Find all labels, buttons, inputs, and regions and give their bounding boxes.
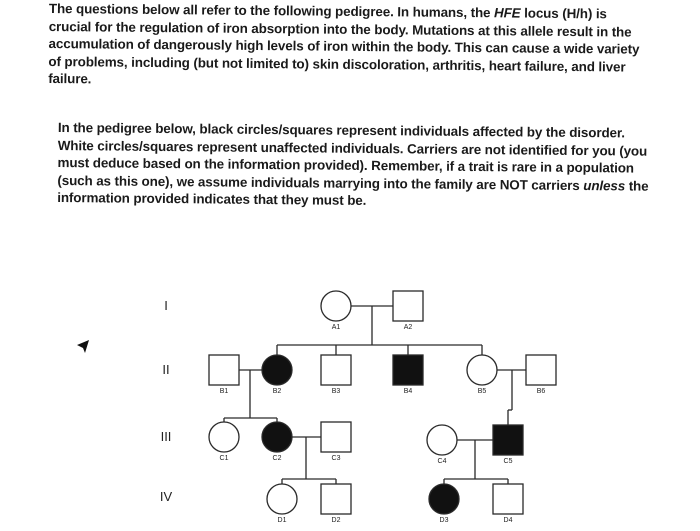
generation-3-label: III [160,429,172,444]
individual-c2 [262,422,292,452]
label-c4: C4 [437,458,447,465]
individual-c5 [493,425,523,455]
legend-line-2: White circles/squares represent unaffected individuals. Carriers are not identified for you (you [57,137,648,159]
emphasis-unless: unless [583,177,626,194]
label-c1: C1 [219,455,229,462]
intro-line-1: The questions below all refer to the following pedigree. In humans, the HFE locus (H/h) is [48,0,607,22]
label-a2: A2 [403,324,413,331]
individual-c4 [427,425,457,455]
label-c2: C2 [272,455,282,462]
individual-d3 [429,484,459,514]
individual-b2 [262,355,292,385]
legend-line-1: In the pedigree below, black circles/squares represent individuals affected by the disorder. [57,119,626,141]
label-c5: C5 [503,458,513,465]
label-d3: D3 [439,517,449,524]
individual-c3 [321,422,351,452]
generation-2-label: II [162,362,170,377]
label-b4: B4 [403,388,413,395]
pedigree-individuals [209,291,556,524]
individual-b3 [321,355,351,385]
pedigree-lines [224,306,526,484]
label-b5: B5 [477,388,487,395]
label-d4: D4 [503,517,513,524]
individual-c1 [209,422,239,452]
individual-d4 [493,484,523,514]
label-b2: B2 [272,388,282,395]
label-b6: B6 [536,388,546,395]
label-b1: B1 [219,388,229,395]
legend-line-6: information provided indicates that they must be. [57,190,367,209]
mouse-cursor-icon [76,339,90,355]
label-b3: B3 [331,388,341,395]
label-d1: D1 [277,517,287,524]
generation-4-label: IV [159,489,173,504]
individual-d2 [321,484,351,514]
label-c3: C3 [331,455,341,462]
individual-b6 [526,355,556,385]
individual-d1 [267,484,297,514]
intro-line-4: of problems, including (but not limited to) skin discoloration, arthritis, heart failure, and liver [48,53,626,75]
intro-line-2: crucial for the regulation of iron absorption into the body. Mutations at this allele result in the [48,18,632,40]
generation-labels [160,298,173,504]
legend-line-5: (such as this one), we assume individuals marrying into the family are NOT carriers unless the [57,172,649,194]
individual-b4 [393,355,423,385]
gene-name: HFE [493,5,521,21]
label-d2: D2 [331,517,341,524]
intro-line-3: accumulation of dangerously high levels of iron within the body. This can cause a wide variety [48,36,640,57]
legend-line-3: must deduce based on the information provided). Remember, if a trait is rare in a population [57,155,635,176]
individual-a1 [321,291,351,321]
label-a1: A1 [331,324,341,331]
individual-b1 [209,355,239,385]
intro-line-5: failure. [48,71,92,87]
individual-b5 [467,355,497,385]
generation-1-label: I [164,298,168,313]
individual-a2 [393,291,423,321]
